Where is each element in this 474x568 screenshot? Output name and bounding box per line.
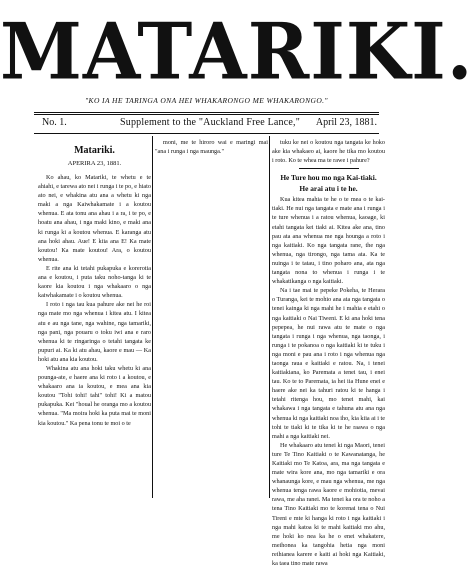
- paragraph: Ko ahau, ko Matariki, te whetu e te ahiahi, e tarewa ato nei i runga i te po, e hiato ato nei, e whakina atu ana a whetu ki nga maki a nga Kaiwhakamate i a koutou whenua. E ata tonu ana ahau i a ra, i te po, e hoatu ana ahau, i nga maki kino, e maki ana ki runga ki a koutou whenua. E karanga atu ana hoki ahau. Aue! E kiia ana E! Ka mate koutou! Ka mate koutou! Ara, o koutou whenua.: [38, 174, 151, 263]
- paragraph: He whakaaro atu tenei ki nga Maori, tenei ture Te Tino Kaitiaki o te Kawanatanga, he Kaitiaki mo Te Katoa, ara, ma nga tangata e mate wira kore ana, mo nga tamariki e ora whanaunga kore, e mau nga whenua, me nga whenua tenga rawa kaore e mohiotia, mevai rawa, me aha ranei. Ma tenei ka ora te noho a tena Tino Kaitiaki mo te korenai tena o Nui Tireni e mte ki hanga ki roto i nga kaitiaki i nga mahi katoa ki te mahi kaitiaki mo ahu, me hoki ko nea ka he o enei whakatere, meihonea ka tangohia hetia nga moni reihianea karere e kaiti ai hoki nga Kaitiaki, ka taea tino mate rawa: [272, 441, 385, 568]
- paragraph: I roto i nga tau kua pahure ake nei he roi nga mate mo nga whenua i kitea atu. I kitea atu e au nga tane, nga wahine, nga tamariki, nga pani, nga pouaru o toku iwi ana e raro whenua ki te ringaringa o tetahi tangata ke pupuri ai. Ka ki atu ahau, kaore e mau — Ka hoki atu ana kia koutou.: [38, 301, 151, 363]
- section-title: He Ture hou mo nga Kai-tiaki.: [280, 173, 377, 183]
- column-3: [272, 138, 385, 568]
- column-2: [155, 138, 268, 498]
- paragraph: Kua kitea mahia te he o te mea o te kai-tiaki. He nui nga tangata e mate ana i runga i te ture whenua i a ratou whenua, kaoage, ki etahi tangata kei tiaki ai. Kitea ake ana, tino pau ata ana whenua me nga hounga a roto i nga kaitiaki. Ko nga tangata rane, the nga whenua, nga tirongo, nga tama ata. Ka te nuinga i te tatau, i tino poharo ana, ata nga tangata nona to whenua i runga i te whakatikanga o nga kaitiaki.: [272, 196, 385, 286]
- section-rule: [299, 168, 359, 169]
- masthead-rule-thin: [34, 114, 379, 115]
- issue-line: [0, 117, 413, 133]
- column-divider: [269, 136, 270, 498]
- paragraph: E rite ana ki tetahi pukapuka e korerotia ana e koutou, i puta taku noho-tanga ki te kaore kia koutou i nga whakaaro o nga kaiwhakamate i o koutou whenua.: [38, 264, 151, 300]
- column-1: [38, 138, 151, 498]
- column-dateline: APERIRA 23, 1881.: [67, 160, 122, 167]
- issue-supplement: Supplement to the "Auckland Free Lance,": [120, 117, 301, 128]
- issue-rule: [34, 133, 379, 134]
- issue-date: April 23, 1881.: [315, 117, 377, 128]
- masthead-motto: "KO IA HE TARINGA ONA HEI WHAKARONGO ME WHAKARONGO.": [85, 96, 328, 105]
- column-divider: [152, 136, 153, 498]
- paragraph: tuku ke nei o koutou nga tangata ke hoko ake kia whakaeo ai, kaore he tika mo koutou i roto. Ko te whea ma te rawe i pahure?: [272, 139, 385, 165]
- section-subtitle: He arai atu i te he.: [299, 184, 358, 194]
- paragraph: Na i tae mai te pepeke Pokeha, te Herara o Turanga, kei te mohio ana ata nga tangata o tenei kainga ki nga mahi he i mahia e etahi o nga kaitiaki o Nai Tiweni. E ki ana hoki tena pepepea, he nui rawa atu te mate o nga tangata i runga i nga whenua, nga taonga, i runga i te pokanoa o nga kaitiaki ki te tuku i nga moni e pau ana i roto i nga whenua nga taonga raua e kaitiaki e ratou. Na, i tenei kaitiakiana, ko Paremata a tenei tau, i enei tau. Ko te to Paremata, ia hei iia Hune enei e haere ake nei ka tahuri ratou ki te hanga i tetahi ritenga hou, mo tenei mahi, kai whakawa i nga tangata e tahuna atu ana nga whenua ki nga kaitiaki noa iho, kia kiia ai i te tohi te tiaki ki te tika ki te he raawa o nga mahi a nga kaitiaki nei.: [272, 287, 385, 440]
- issue-number: No. 1.: [42, 117, 67, 128]
- column-heading: Matariki.: [74, 145, 115, 156]
- masthead-rule-thick: [34, 112, 379, 113]
- paragraph: moni, me te hiroro wai e maringi mai "ana i runga i nga maunga.": [155, 139, 268, 156]
- paragraph: Whakina atu ana hoki taku whetu ki ana pounga-ate, e haere ana ki roto i a koutou, e whakaaro ana ia koutou, e mea ana kia koutou "Tohi tohi! tahi" tohi! Ki a matou pukapuka. Kei "houal he oranga mo a koutou whenua. "Ma moira hoki ka puta mai te moni kia koutou." Ka pena tonu te moi o te: [38, 364, 151, 427]
- masthead-title: MATARIKI.: [0, 6, 474, 98]
